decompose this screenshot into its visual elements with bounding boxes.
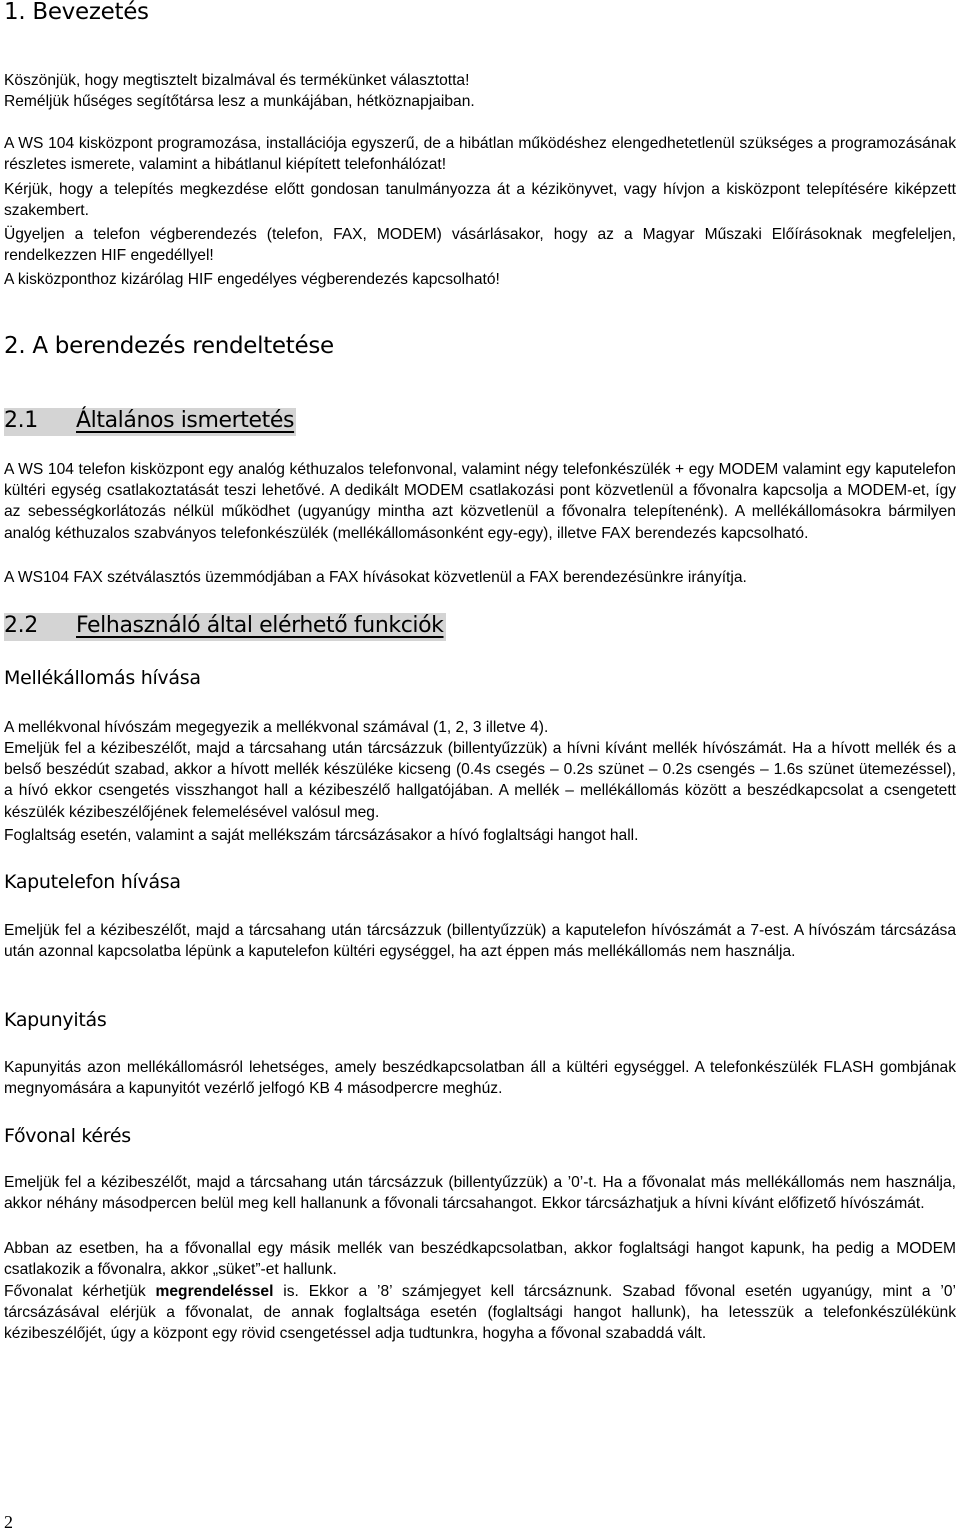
order-keyword: megrendeléssel: [155, 1283, 274, 1300]
section-1-heading: 1. Bevezetés: [4, 0, 149, 25]
fax-paragraph: A WS104 FAX szétválasztós üzemmódjában a FAX hívásokat közvetlenül a FAX berendezésünkre irányítja.: [4, 569, 747, 586]
fovonal-paragraph-3: [4, 1281, 956, 1345]
fovonal-paragraph-2: Abban az esetben, ha a fővonallal egy másik mellék van beszédkapcsolatban, akkor foglaltsági hangot kapunk, ha pedig a MODEM csatlakozik a fővonalra, akkor „süket”-et hallunk.: [4, 1240, 956, 1279]
mellek-heading: Mellékállomás hívása: [4, 667, 201, 689]
hif-paragraph: A kisközponthoz kizárólag HIF engedélyes végberendezés kapcsolható!: [4, 271, 500, 288]
general-paragraph: A WS 104 telefon kisközpont egy analóg kéthuzalos telefonvonal, valamint négy telefonkészülék + egy MODEM valamint egy kaputelefon kültéri egység csatlakoztatását teszi lehetővé. A dedikált MODEM csatlakozási pont közvetlenül a fővonalra kapcsolja a MODEM-et, így az sebességkorlátozás nélkül működhet (ugyanúgy mintha azt közvetlenül a fővonalra telepítenénk). A mellékállomásokra bármilyen analóg kéthuzalos szabványos telefonkészülék (mellékállomásonként egy-egy), illetve FAX berendezés kapcsolható.: [4, 461, 956, 542]
mellek-paragraph-2: Emeljük fel a kézibeszélőt, majd a tárcsahang után tárcsázzuk (billentyűzzük) a hívni kívánt mellék hívószámát. Ha a hívott mellék és a belső beszédút szabad, akkor a hívott mellék készüléke kicseng (0.4s csegés – 0.2s szünet – 0.2s csengés – 1.6s szünet ütemezéssel), a hívó ekkor csengetés visszhangot hall a kézibeszélő hallgatójában. A mellék – mellékállomás között a beszédkapcsolat a csengetett készülék kézibeszélőjének felemelésével valósul meg.: [4, 740, 956, 821]
kaputelefon-paragraph: Emeljük fel a kézibeszélőt, majd a tárcsahang után tárcsázzuk (billentyűzzük) a kaputelefon hívószámát a 7-est. A hívószám tárcsázása után azonnal kapcsolatba lépünk a kaputelefon kültéri egységgel, ha azt éppen más mellékállomás nem használja.: [4, 922, 956, 961]
kaputelefon-heading: Kaputelefon hívása: [4, 871, 181, 893]
kapunyitas-paragraph: Kapunyitás azon mellékállomásról lehetséges, amely beszédkapcsolatban áll a kültéri egységgel. A telefonkészülék FLASH gombjának megnyomására a kapunyitót vezérlő jelfogó KB 4 másodpercre meghúz.: [4, 1059, 956, 1098]
thanks-line-1: Köszönjük, hogy megtisztelt bizalmával és termékünket választotta!: [4, 72, 470, 89]
fovonal-p3-start: Fővonalat kérhetjük: [4, 1283, 156, 1300]
subsection-title: Általános ismertetés: [76, 408, 295, 433]
fovonal-heading: Fővonal kérés: [4, 1125, 131, 1147]
section-2-heading: 2. A berendezés rendeltetése: [4, 333, 334, 359]
kapunyitas-heading: Kapunyitás: [4, 1009, 107, 1031]
subsection-number: 2.2: [4, 613, 38, 638]
warning-paragraph: Ügyeljen a telefon végberendezés (telefon, FAX, MODEM) vásárlásakor, hogy az a Magyar Műszaki Előírásoknak megfeleljen, rendelkezzen HIF engedéllyel!: [4, 226, 956, 265]
mellek-paragraph-1: A mellékvonal hívószám megegyezik a mellékvonal számával (1, 2, 3 illetve 4).: [4, 719, 549, 736]
page-number: 2: [4, 1512, 13, 1532]
thanks-line-2: Reméljük hűséges segítőtársa lesz a munkájában, hétköznapjaiban.: [4, 93, 475, 110]
subsection-2-1-heading: [4, 408, 296, 433]
study-paragraph: Kérjük, hogy a telepítés megkezdése előtt gondosan tanulmányozza át a kézikönyvet, vagy hívjon a kisközpont telepítésére kiképzett szakembert.: [4, 181, 956, 220]
subsection-number: 2.1: [4, 408, 38, 433]
fovonal-p3-end: is. Ekkor a ’8’ számjegyet kell tárcsáznunk. Szabad fővonal esetén ugyanúgy, mint a ’0’ tárcsázásával elérjük a fővonalat, de annak foglaltsága esetén (foglaltsági hangot hallunk), ha letesszük a telefonkészülékünk kézibeszélőjét, úgy a központ egy rövid csengetéssel adja tudtunkra, hogyha a fővonal szabaddá vált.: [4, 1283, 956, 1343]
intro-paragraph: A WS 104 kisközpont programozása, installációja egyszerű, de a hibátlan működéshez elengedhetetlenül szükséges a programozásának részletes ismerete, valamint a hibátlanul kiépített telefonhálózat!: [4, 135, 956, 174]
subsection-2-2-heading: [4, 613, 446, 638]
mellek-paragraph-3: Foglaltság esetén, valamint a saját mellékszám tárcsázásakor a hívó foglaltsági hangot hall.: [4, 827, 639, 844]
subsection-title: Felhasználó által elérhető funkciók: [76, 613, 444, 638]
fovonal-paragraph-1: Emeljük fel a kézibeszélőt, majd a tárcsahang után tárcsázzuk (billentyűzzük) a ’0’-t. Ha a fővonalat más mellékállomás nem használja, akkor néhány másodpercen belül meg kell hallanunk a fővonali tárcsahangot. Ekkor tárcsázhatjuk a hívni kívánt előfizető hívószámát.: [4, 1174, 956, 1213]
